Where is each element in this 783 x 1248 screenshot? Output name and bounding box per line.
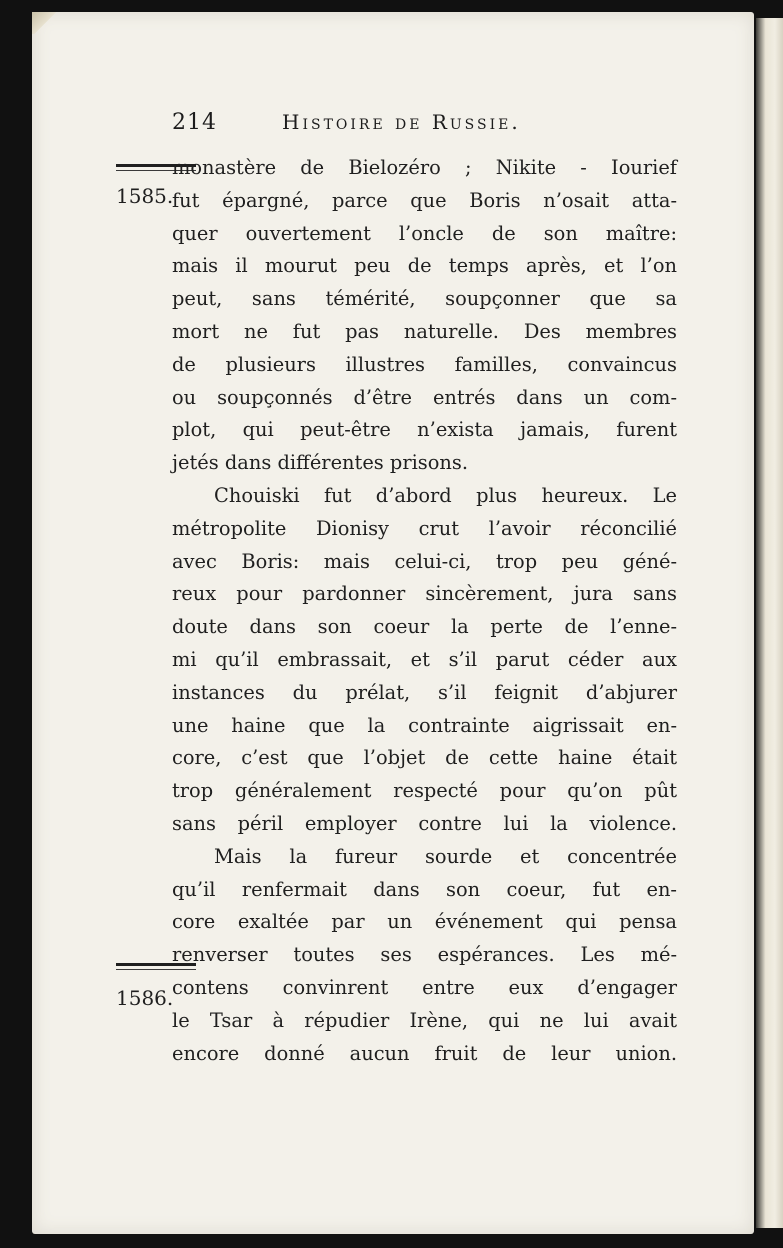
book-page: [32, 12, 754, 1234]
text-line: sans péril employer contre lui la violence.: [172, 812, 677, 835]
text-line: encore donné aucun fruit de leur union.: [172, 1041, 677, 1065]
text-line: une haine que la contrainte aigrissait en-: [172, 713, 677, 737]
text-line: quer ouvertement l’oncle de son maître:: [172, 221, 677, 245]
text-line: ou soupçonnés d’être entrés dans un com-: [172, 385, 677, 409]
text-line: de plusieurs illustres familles, convaincus: [172, 352, 677, 376]
text-line: qu’il renfermait dans son coeur, fut en-: [172, 877, 677, 901]
margin-year-1585: 1585.: [116, 184, 174, 208]
text-line: core exaltée par un événement qui pensa: [172, 910, 677, 934]
text-line: mort ne fut pas naturelle. Des membres: [172, 320, 677, 343]
text-line: fut épargné, parce que Boris n’osait atta-: [172, 188, 677, 212]
text-line: doute dans son coeur la perte de l’enne-: [172, 615, 677, 639]
text-line: jetés dans différentes prisons.: [172, 451, 469, 475]
text-line: instances du prélat, s’il feignit d’abjurer: [172, 680, 677, 704]
margin-year-1586: 1586.: [116, 986, 174, 1010]
text-line: reux pour pardonner sincèrement, jura sans: [172, 582, 677, 606]
page-corner-fold: [32, 12, 58, 34]
text-line: mais il mourut peu de temps après, et l’on: [172, 254, 677, 278]
paragraph-first-line: Mais la fureur sourde et concentrée: [214, 844, 677, 868]
text-line: plot, qui peut-être n’exista jamais, furent: [172, 418, 677, 442]
text-line: monastère de Bielozéro ; Nikite - Iourief: [172, 156, 677, 179]
text-line: renverser toutes ses espérances. Les mé-: [172, 943, 677, 967]
next-page-edge: [756, 18, 783, 1228]
text-line: core, c’est que l’objet de cette haine était: [172, 746, 677, 770]
text-line: le Tsar à répudier Irène, qui ne lui avait: [172, 1008, 677, 1032]
text-line: contens convinrent entre eux d’engager: [172, 976, 677, 999]
text-line: trop généralement respecté pour qu’on pût: [172, 779, 677, 803]
text-line: peut, sans témérité, soupçonner que sa: [172, 287, 677, 311]
page-number: 214: [172, 110, 217, 135]
text-line: métropolite Dionisy crut l’avoir réconcilié: [172, 516, 677, 540]
text-line: avec Boris: mais celui-ci, trop peu géné-: [172, 549, 677, 573]
paragraph-first-line: Chouiski fut d’abord plus heureux. Le: [214, 484, 677, 507]
page-header: [162, 98, 692, 138]
text-line: mi qu’il embrassait, et s’il parut céder aux: [172, 648, 677, 671]
running-title: Histoire de Russie.: [282, 110, 521, 134]
